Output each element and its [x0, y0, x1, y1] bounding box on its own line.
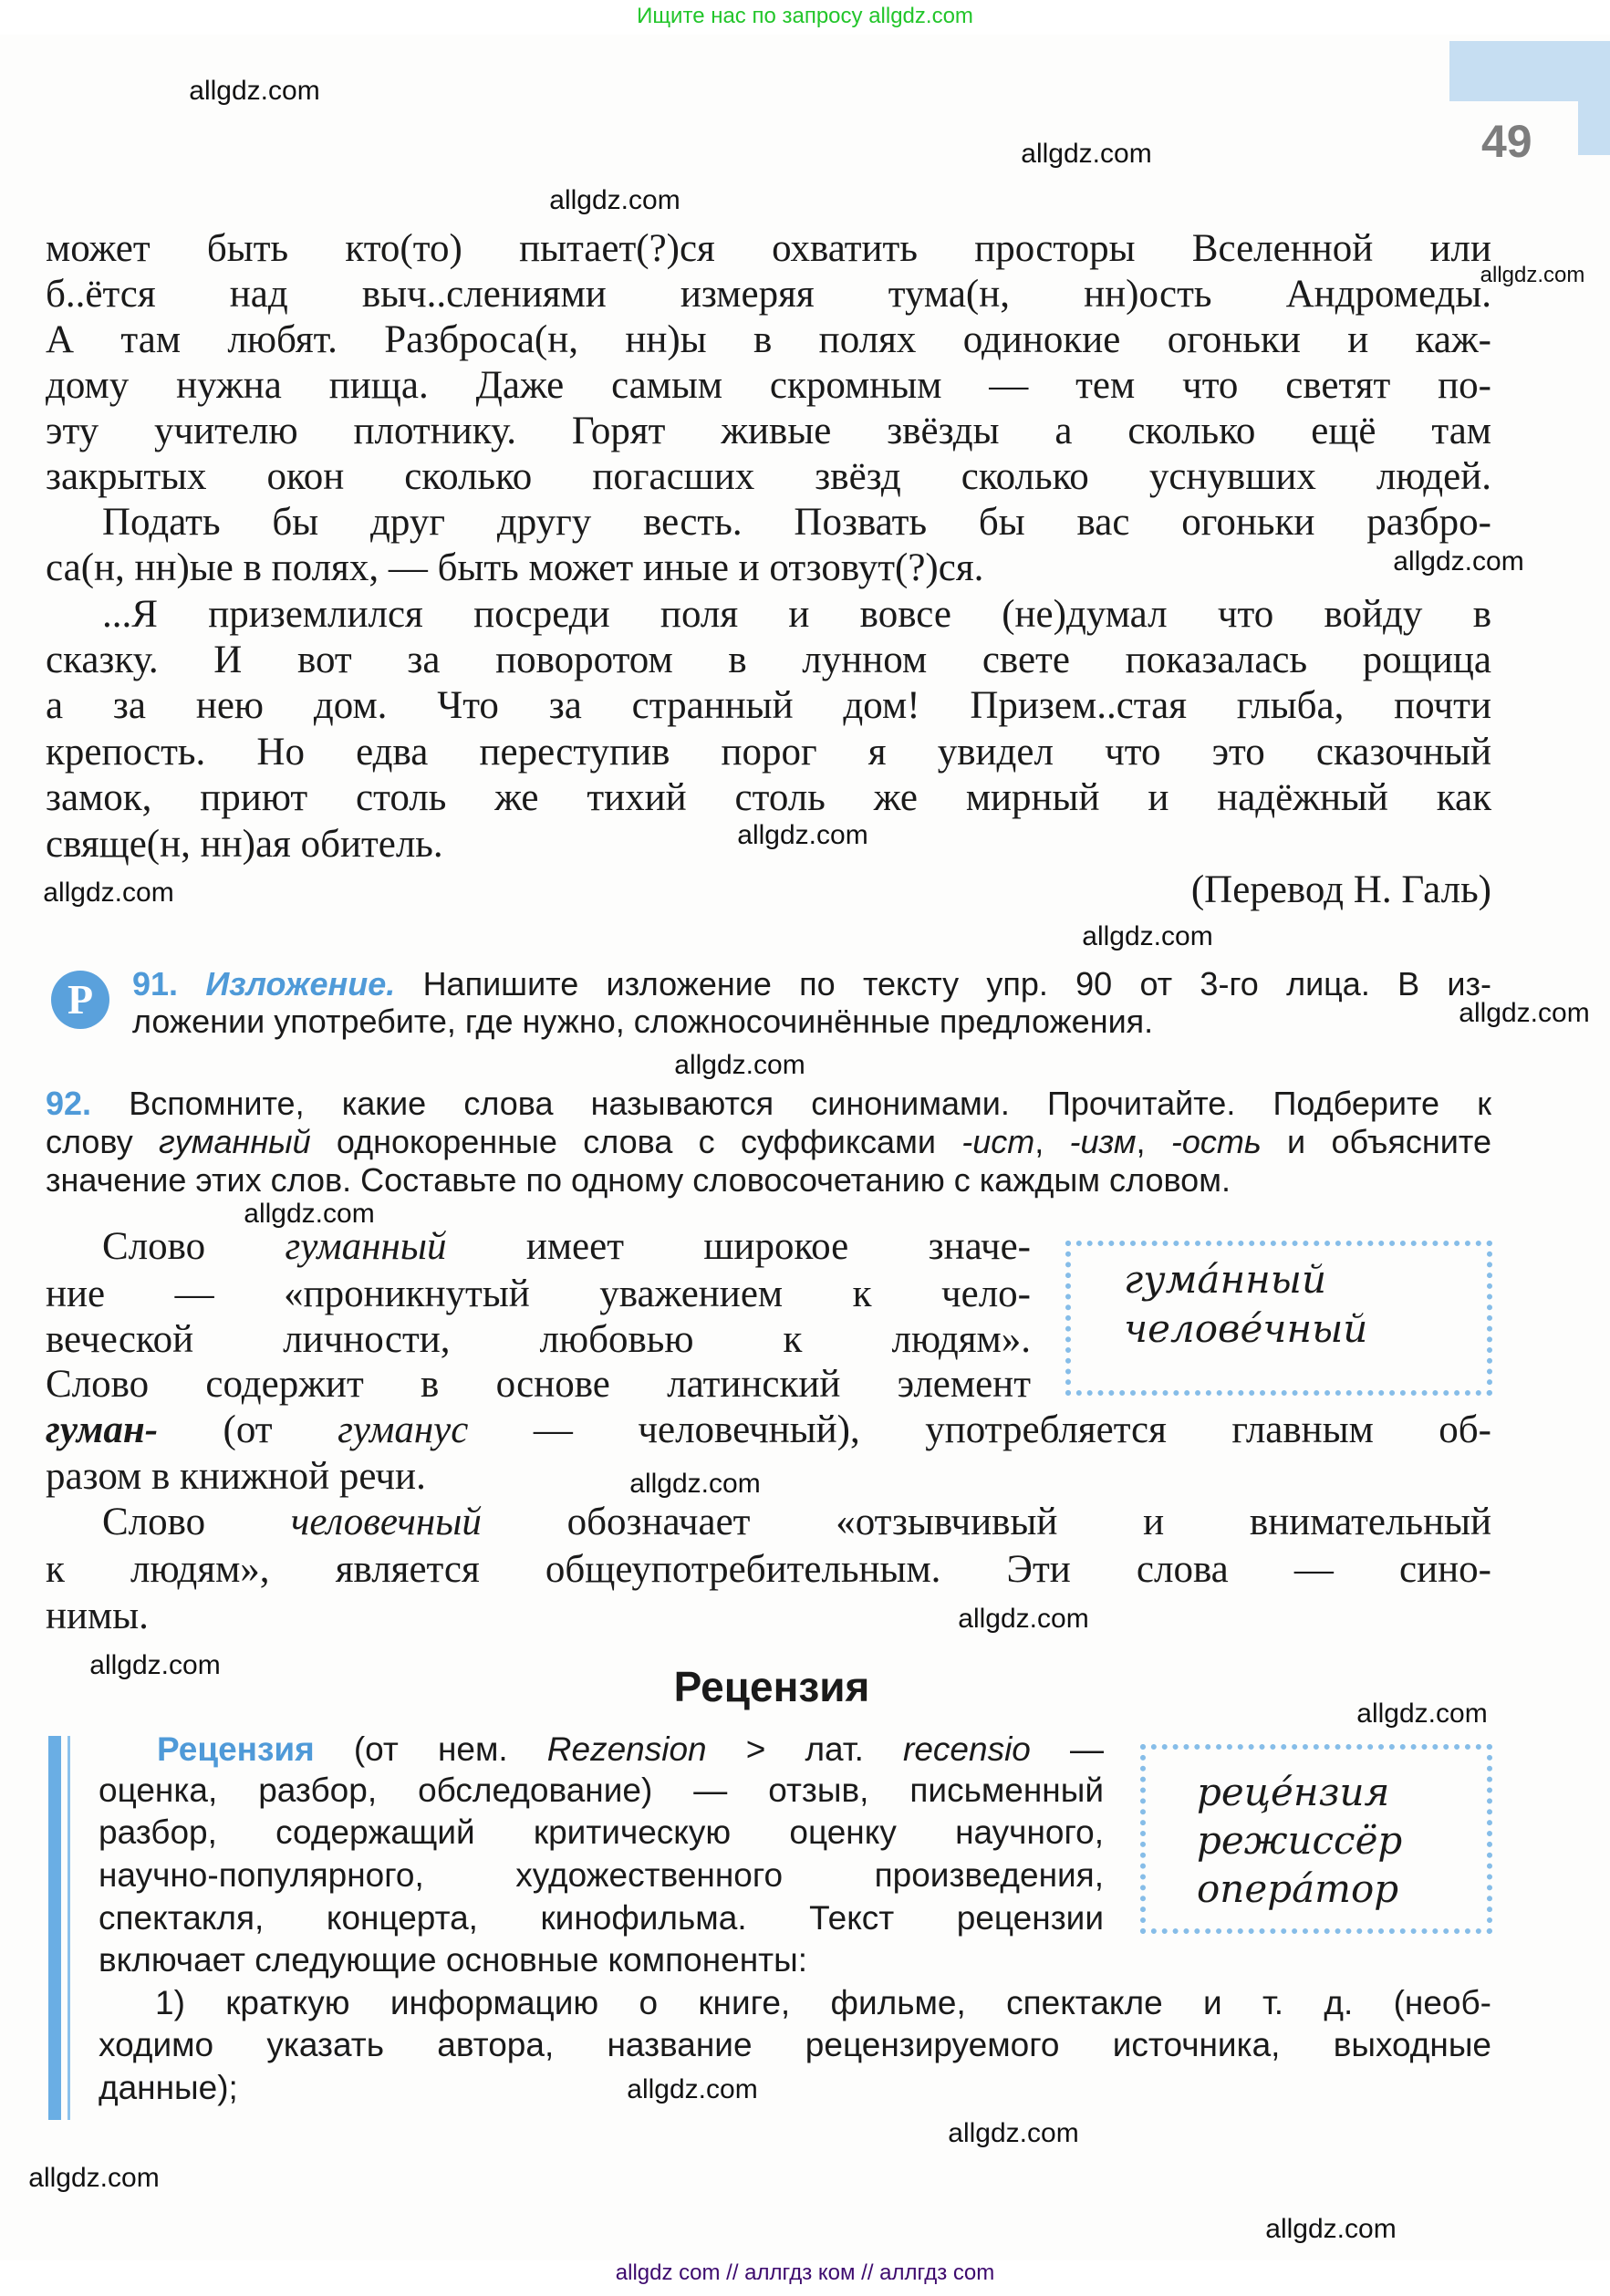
exercise-number: 92.	[46, 1085, 92, 1122]
text-line: Подать бы друг другу весть. Позвать бы вас огоньки разбро-	[102, 501, 1491, 544]
definition-line: данные);	[99, 2069, 238, 2106]
text-line: б..ётся над выч..слениями измеряя тума(н, нн)ость Андромеды.	[46, 273, 1491, 316]
watermark: allgdz.com	[28, 2163, 160, 2193]
bottom-banner: allgdz com // аллгдз ком // аллгдз com	[615, 2260, 995, 2285]
definition-line: ходимо указать автора, название рецензируемого источника, выходные	[99, 2026, 1491, 2063]
exercise-text: Напишите изложение по тексту упр. 90 от 3-го лица. В из-	[422, 965, 1491, 1003]
watermark: allgdz.com	[244, 1199, 375, 1229]
watermark: allgdz.com	[43, 878, 174, 908]
text-line: сказку. И вот за поворотом в лунном свете показалась рощица	[46, 639, 1491, 681]
watermark: allgdz.com	[1265, 2214, 1397, 2244]
exercise-91-line2: ложении употребите, где нужно, сложносочинённые предложения.	[132, 1003, 1154, 1040]
text-line: замок, приют столь же тихий столь же мирный и надёжный как	[46, 776, 1491, 819]
attribution: (Перевод Н. Галь)	[1190, 868, 1491, 911]
retelling-p-icon: Р	[51, 971, 109, 1029]
text-line: свяще(н, нн)ая обитель.	[46, 823, 443, 866]
text-line: крепость. Но едва переступив порог я увидел что это сказочный	[46, 731, 1491, 774]
text-line: дому нужна пища. Даже самым скромным — тем что светят по-	[46, 364, 1491, 407]
watermark: allgdz.com	[627, 2074, 758, 2104]
exercise-title: Изложение.	[205, 965, 396, 1003]
text-line: может быть кто(то) пытает(?)ся охватить просторы Вселенной или	[46, 227, 1491, 270]
vocabulary-word: режиссёр	[1197, 1818, 1403, 1863]
definition-line: разбор, содержащий критическую оценку научного,	[99, 1813, 1104, 1851]
watermark: allgdz.com	[549, 185, 680, 215]
definition-bar	[48, 1736, 61, 2120]
text-line: ние — «проникнутый уважением к чело-	[46, 1273, 1031, 1315]
vocabulary-word: реце́нзия	[1197, 1770, 1390, 1814]
text-line: а за нею дом. Что за странный дом! Призем..стая глыба, почти	[46, 684, 1491, 727]
vocabulary-word: гума́нный	[1124, 1257, 1327, 1302]
text-line: к людям», является общеупотребительным. Эти слова — сино-	[46, 1548, 1491, 1591]
definition-line: спектакля, концерта, кинофильма. Текст рецензии	[99, 1899, 1104, 1937]
definition-line: оценка, разбор, обследование) — отзыв, письменный	[99, 1771, 1104, 1809]
text-line: веческой личности, любовью к людям».	[46, 1318, 1031, 1361]
italic-word: гуманный	[159, 1123, 311, 1160]
text-line: Слово гуманный имеет широкое значе-	[102, 1225, 1031, 1268]
text-line: закрытых окон сколько погасших звёзд сколько уснувших людей.	[46, 455, 1491, 498]
watermark: allgdz.com	[1393, 546, 1524, 577]
watermark: allgdz.com	[737, 820, 868, 850]
page-tab-edge	[1578, 41, 1610, 155]
vocabulary-word: опера́тор	[1197, 1866, 1399, 1911]
suffix: -ость	[1170, 1123, 1262, 1160]
exercise-text: Вспомните, какие слова называются синонимами. Прочитайте. Подберите к	[129, 1085, 1491, 1122]
exercise-number: 91.	[132, 965, 179, 1003]
suffix: -ист	[961, 1123, 1035, 1160]
watermark: allgdz.com	[958, 1604, 1089, 1634]
watermark: allgdz.com	[674, 1050, 805, 1080]
watermark: allgdz.com	[1480, 263, 1585, 287]
exercise-92-line2: слову гуманный однокоренные слова с суффиксами -ист, -изм, -ость и объясните	[46, 1123, 1491, 1160]
watermark: allgdz.com	[1082, 921, 1213, 951]
watermark: allgdz.com	[89, 1650, 221, 1680]
watermark: allgdz.com	[1459, 998, 1590, 1028]
text-line: А там любят. Разброса(н, нн)ы в полях одинокие огоньки и каж-	[46, 318, 1491, 361]
text-line: эту учителю плотнику. Горят живые звёзды а сколько ещё там	[46, 410, 1491, 452]
text-line: ...Я приземлился посреди поля и вовсе (не)думал что войду в	[102, 593, 1491, 636]
definition-line: 1) краткую информацию о книге, фильме, спектакле и т. д. (необ-	[155, 1984, 1491, 2021]
watermark: allgdz.com	[189, 76, 320, 106]
text-line: нимы.	[46, 1595, 149, 1637]
definition-line: Рецензия (от нем. Rezension > лат. recensio —	[157, 1730, 1104, 1768]
definition-line: включает следующие основные компоненты:	[99, 1941, 807, 1979]
page-number: 49	[1481, 116, 1532, 167]
definition-bar-line	[68, 1736, 70, 2120]
term: Рецензия	[157, 1730, 315, 1768]
text-line: са(н, нн)ые в полях, — быть может иные и отзовут(?)ся.	[46, 546, 984, 589]
text-line: разом в книжной речи.	[46, 1455, 426, 1498]
definition-line: научно-популярного, художественного произведения,	[99, 1856, 1104, 1894]
text-line: Слово содержит в основе латинский элемент	[46, 1363, 1031, 1406]
watermark: allgdz.com	[629, 1469, 761, 1499]
exercise-91-line1	[132, 965, 1491, 1003]
exercise-92-line3: значение этих слов. Составьте по одному словосочетанию с каждым словом.	[46, 1161, 1231, 1199]
vocabulary-word: челове́чный	[1124, 1306, 1368, 1351]
text-line: гуман- (от гуманус — человечный), употребляется главным об-	[46, 1408, 1491, 1451]
top-banner: Ищите нас по запросу allgdz.com	[637, 4, 973, 28]
watermark: allgdz.com	[948, 2118, 1079, 2148]
text-line: Слово человечный обозначает «отзывчивый и внимательный	[102, 1501, 1491, 1543]
exercise-92-line1	[46, 1085, 1491, 1123]
suffix: -изм	[1069, 1123, 1137, 1160]
watermark: allgdz.com	[1356, 1699, 1488, 1729]
section-heading: Рецензия	[673, 1663, 870, 1710]
watermark: allgdz.com	[1021, 139, 1152, 169]
